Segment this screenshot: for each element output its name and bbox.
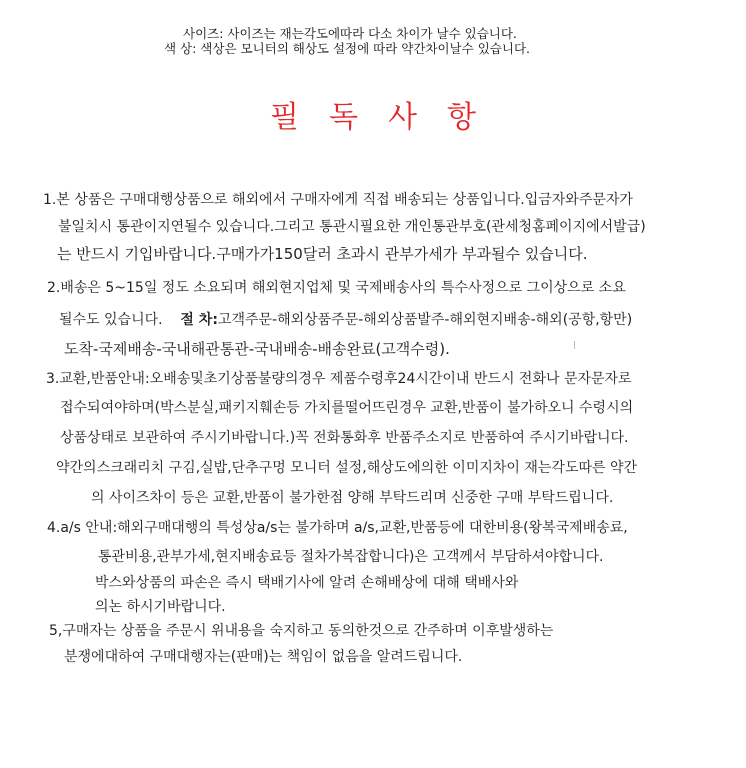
notice-4-line-2: 통관비용,관부가세,현지배송료등 절차가복잡합니다)은 고객께서 부담하셔야합니다.: [98, 549, 604, 565]
notice-2-line-2: [59, 311, 632, 329]
notice-1-line-2: 불일치시 통관이지연될수 있습니다.그리고 통관시필요한 개인통관부호(관세청홈페이지에서발급): [58, 219, 646, 235]
notice-3-line-4: 약간의스크래리치 구김,실밥,단추구멍 모니터 설정,해상도에의한 이미지차이 재는각도따른 약간: [56, 460, 638, 476]
notice-1-line-1: 1.본 상품은 구매대행상품으로 해외에서 구매자에게 직접 배송되는 상품입니다.입금자와주문자가: [43, 192, 633, 208]
color-note: 색 상: 색상은 모니터의 해상도 설정에 따라 약간차이날수 있습니다.: [164, 41, 530, 56]
procedure-label: 절 차:: [180, 312, 218, 328]
notice-2-text-a: 될수도 있습니다.: [59, 312, 163, 328]
page-title: 필독사항: [270, 100, 506, 135]
divider-mark: [574, 341, 575, 349]
notice-5-line-1: 5,구매자는 상품을 주문시 위내용을 숙지하고 동의한것으로 간주하며 이후발생하는: [49, 623, 554, 639]
notice-4-line-4: 의논 하시기바랍니다.: [95, 599, 226, 615]
notice-3-line-5: 의 사이즈차이 등은 교환,반품이 불가한점 양해 부탁드리며 신중한 구매 부탁드립니다.: [91, 490, 614, 506]
notice-5-line-2: 분쟁에대하여 구매대행자는(판매)는 책임이 없음을 알려드립니다.: [64, 649, 463, 665]
notice-3-line-1: 3.교환,반품안내:오배송및초기상품불량의경우 제품수령후24시간이내 반드시 전화나 문자문자로: [46, 371, 632, 387]
notice-4-line-1: 4.a/s 안내:해외구매대행의 특성상a/s는 불가하며 a/s,교환,반품등에 대한비용(왕복국제배송료,: [47, 520, 628, 536]
notice-2-line-1: 2.배송은 5~15일 정도 소요되며 해외현지업체 및 국제배송사의 특수사정으로 그이상으로 소요: [47, 280, 626, 296]
procedure-steps: 고객주문-해외상품주문-해외상품발주-해외현지배송-해외(공항,항만): [217, 312, 633, 328]
notice-2-line-3: 도착-국제배송-국내해관통관-국내배송-배송완료(고객수령).: [64, 340, 450, 358]
notice-4-line-3: 박스와상품의 파손은 즉시 택배기사에 알려 손해배상에 대해 택배사와: [95, 575, 519, 591]
notice-3-line-2: 접수되여야하며(박스분실,패키지훼손등 가치를떨어뜨린경우 교환,반품이 불가하오니 수령시의: [60, 400, 634, 416]
notice-3-line-3: 상품상태로 보관하여 주시기바랍니다.)꼭 전화통화후 반품주소지로 반품하여 주시기바랍니다.: [60, 430, 629, 446]
size-note: 사이즈: 사이즈는 재는각도에따라 다소 차이가 날수 있습니다.: [183, 26, 517, 41]
notice-1-line-3: 는 반드시 기입바랍니다.구매가가150달러 초과시 관부가세가 부과될수 있습니다.: [57, 245, 588, 263]
